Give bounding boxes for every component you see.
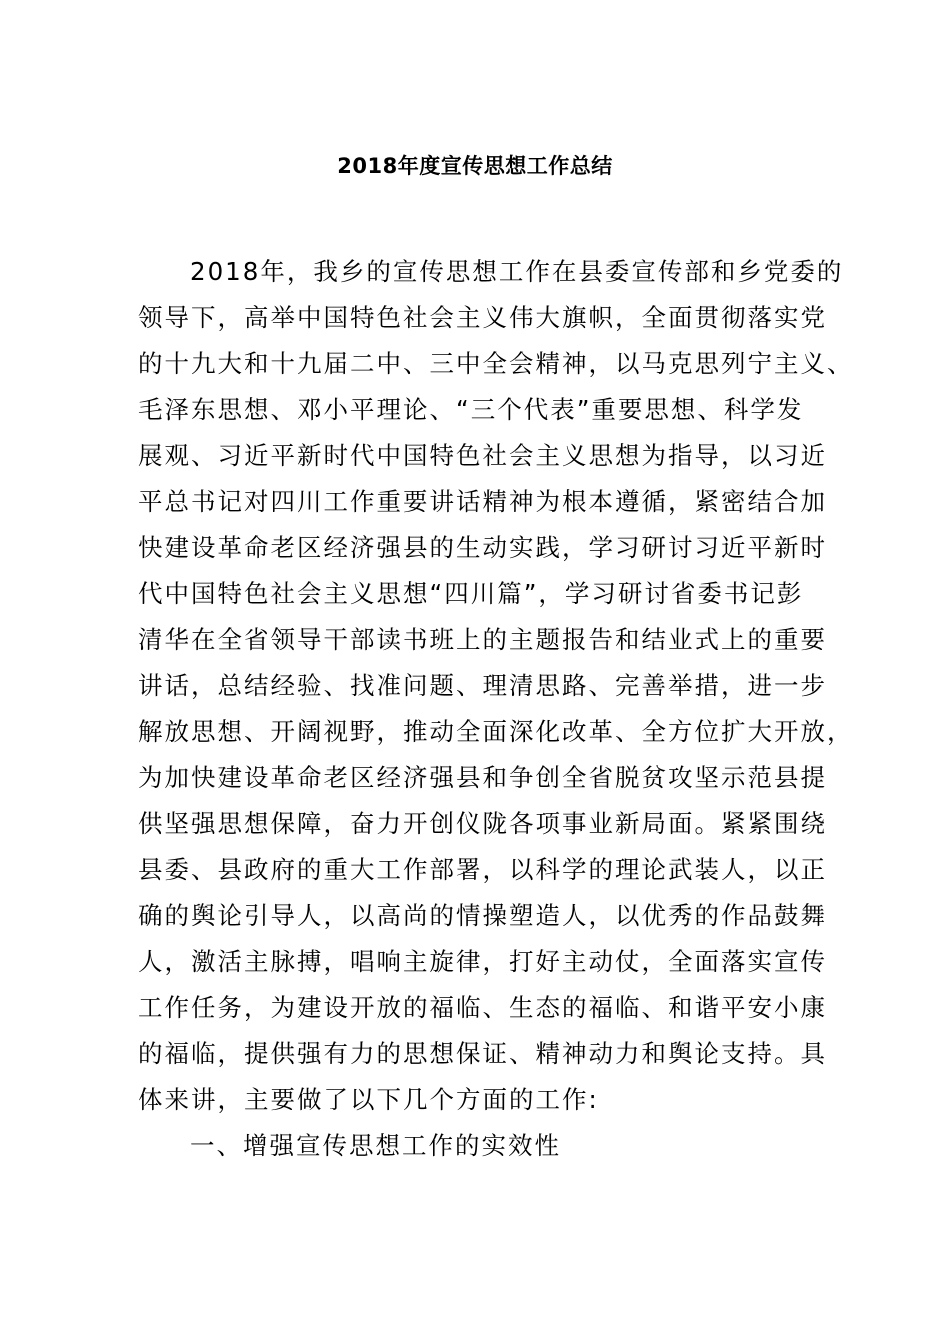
paragraph-line: 为加快建设革命老区经济强县和争创全省脱贫攻坚示范县提 — [138, 763, 827, 792]
paragraph-line: 快建设革命老区经济强县的生动实践，学习研讨习近平新时 — [138, 533, 827, 562]
paragraph-line: 领导下，高举中国特色社会主义伟大旗帜，全面贯彻落实党 — [138, 303, 827, 332]
paragraph-line: 的福临，提供强有力的思想保证、精神动力和舆论支持。具 — [138, 1039, 827, 1068]
paragraph-line: 代中国特色社会主义思想“四川篇”，学习研讨省委书记彭 — [138, 579, 804, 608]
paragraph-line: 确的舆论引导人，以高尚的情操塑造人，以优秀的作品鼓舞 — [138, 901, 827, 930]
paragraph-line: 平总书记对四川工作重要讲话精神为根本遵循，紧密结合加 — [138, 487, 827, 516]
section-heading: 一、增强宣传思想工作的实效性 — [190, 1131, 561, 1160]
paragraph-line: 工作任务，为建设开放的福临、生态的福临、和谐平安小康 — [138, 993, 827, 1022]
paragraph-line: 展观、习近平新时代中国特色社会主义思想为指导，以习近 — [138, 441, 827, 470]
paragraph-line: 的十九大和十九届二中、三中全会精神，以马克思列宁主义、 — [138, 349, 854, 378]
paragraph-line: 体来讲，主要做了以下几个方面的工作: — [138, 1085, 599, 1114]
paragraph-line: 解放思想、开阔视野，推动全面深化改革、全方位扩大开放， — [138, 717, 854, 746]
paragraph-line: 供坚强思想保障，奋力开创仪陇各项事业新局面。紧紧围绕 — [138, 809, 827, 838]
paragraph-line: 清华在全省领导干部读书班上的主题报告和结业式上的重要 — [138, 625, 827, 654]
paragraph-line: 人，激活主脉搏，唱响主旋律，打好主动仗，全面落实宣传 — [138, 947, 827, 976]
document-body — [138, 249, 854, 1169]
document-title: 2018年度宣传思想工作总结 — [337, 154, 613, 178]
paragraph-line: 讲话，总结经验、找准问题、理清思路、完善举措，进一步 — [138, 671, 827, 700]
paragraph-line: 2018年，我乡的宣传思想工作在县委宣传部和乡党委的 — [190, 257, 844, 286]
paragraph-line: 县委、县政府的重大工作部署，以科学的理论武装人，以正 — [138, 855, 827, 884]
paragraph-line: 毛泽东思想、邓小平理论、“三个代表”重要思想、科学发 — [138, 395, 804, 424]
